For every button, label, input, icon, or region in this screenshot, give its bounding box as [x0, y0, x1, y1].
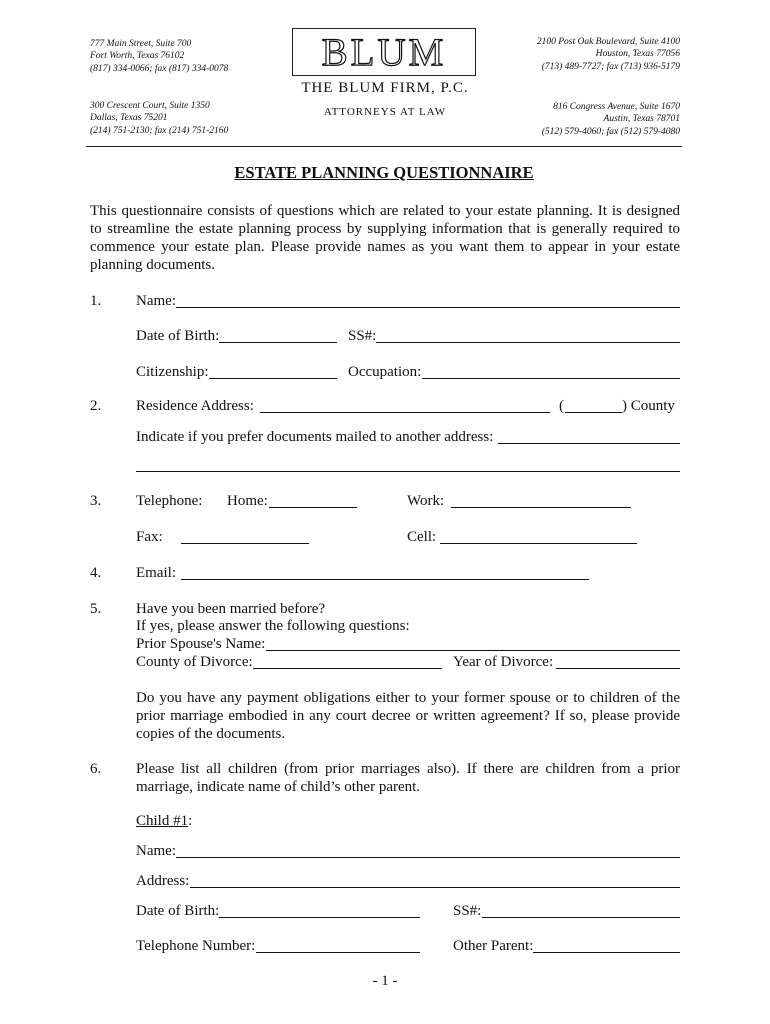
telephone-label: Telephone:: [136, 493, 203, 509]
citizenship-field[interactable]: [209, 378, 337, 379]
county-divorce-label: County of Divorce:: [136, 654, 253, 670]
fort-worth-office-address: [90, 38, 228, 75]
fax-field[interactable]: [181, 543, 309, 544]
year-divorce-field[interactable]: [556, 668, 680, 669]
prior-spouse-field[interactable]: [266, 650, 680, 651]
payment-obligations-question: [136, 689, 680, 743]
name-field[interactable]: [176, 307, 680, 308]
county-divorce-field[interactable]: [253, 668, 442, 669]
child-dob-field[interactable]: [219, 917, 420, 918]
children-instruction: [136, 760, 680, 796]
county-open-paren: (: [559, 398, 564, 414]
county-label: ) County: [622, 398, 675, 414]
county-field[interactable]: [565, 412, 622, 413]
address-line: Austin, Texas 78701: [603, 114, 680, 125]
intro-paragraph: [90, 202, 680, 274]
intro-line: planning documents.: [90, 257, 215, 273]
if-yes-instruction: If yes, please answer the following questions:: [136, 618, 410, 634]
paragraph-line: prior marriage embodied in any court decree or written agreement? If so, please provide: [136, 708, 680, 724]
prior-spouse-label: Prior Spouse's Name:: [136, 636, 266, 652]
child-1-heading: [136, 812, 192, 830]
logo-text: BLUM: [321, 31, 447, 74]
work-phone-label: Work:: [407, 493, 445, 509]
question-number: 1.: [90, 293, 102, 309]
residence-label: Residence Address:: [136, 398, 254, 414]
occupation-label: Occupation:: [348, 364, 422, 380]
name-label: Name:: [136, 293, 176, 309]
occupation-field[interactable]: [422, 378, 680, 379]
child-address-field[interactable]: [190, 887, 680, 888]
address-line: 816 Congress Avenue, Suite 1670: [553, 102, 680, 112]
mail-preference-label: Indicate if you prefer documents mailed to another address:: [136, 429, 494, 445]
child-dob-label: Date of Birth:: [136, 903, 220, 919]
child-telephone-label: Telephone Number:: [136, 938, 256, 954]
paragraph-line: Please list all children (from prior marriages also). If there are children from a prior: [136, 761, 680, 777]
mailing-address-field-2[interactable]: [136, 471, 680, 472]
year-divorce-label: Year of Divorce:: [453, 654, 554, 670]
intro-line: This questionnaire consists of questions which are related to your estate planning. It is designed: [90, 203, 680, 219]
address-line: (512) 579-4060; fax (512) 579-4080: [541, 126, 680, 137]
cell-label: Cell:: [407, 529, 437, 545]
houston-office-address: [537, 36, 680, 73]
page-number: - 1 -: [372, 973, 398, 989]
work-phone-field[interactable]: [451, 507, 631, 508]
dob-field[interactable]: [219, 342, 337, 343]
home-phone-label: Home:: [227, 493, 268, 509]
married-question: Have you been married before?: [136, 601, 326, 617]
ss-label: SS#:: [348, 328, 377, 344]
firm-logo: [292, 28, 476, 76]
paragraph-line: copies of the documents.: [136, 726, 286, 742]
cell-field[interactable]: [440, 543, 637, 544]
address-line: 2100 Post Oak Boulevard, Suite 4100: [536, 37, 680, 47]
address-line: Houston, Texas 77056: [595, 49, 680, 60]
child-name-label: Name:: [136, 843, 176, 859]
question-number: 2.: [90, 398, 102, 414]
intro-line: commence your estate plan. Please provide names as you want them to appear in your estate: [90, 239, 680, 255]
citizenship-label: Citizenship:: [136, 364, 209, 380]
email-field[interactable]: [181, 579, 589, 580]
address-line: (214) 751-2130; fax (214) 751-2160: [90, 125, 229, 136]
question-number: 3.: [90, 493, 102, 509]
header-divider: [86, 146, 682, 147]
mailing-address-field[interactable]: [498, 443, 680, 444]
other-parent-label: Other Parent:: [453, 938, 534, 954]
firm-name: THE BLUM FIRM, P.C.: [301, 80, 469, 96]
residence-field[interactable]: [260, 412, 550, 413]
firm-tagline: ATTORNEYS AT LAW: [323, 106, 447, 118]
email-label: Email:: [136, 565, 176, 581]
child-address-label: Address:: [136, 873, 190, 889]
paragraph-line: Do you have any payment obligations either to your former spouse or to children of the: [136, 690, 680, 706]
address-line: (713) 489-7727; fax (713) 936-5179: [541, 61, 680, 72]
fax-label: Fax:: [136, 529, 163, 545]
question-number: 4.: [90, 565, 102, 581]
address-line: Dallas, Texas 75201: [90, 113, 168, 124]
home-phone-field[interactable]: [269, 507, 357, 508]
child-telephone-field[interactable]: [256, 952, 420, 953]
address-line: Fort Worth, Texas 76102: [90, 51, 185, 62]
child-ss-label: SS#:: [453, 903, 482, 919]
address-line: 777 Main Street, Suite 700: [90, 39, 192, 49]
address-line: 300 Crescent Court, Suite 1350: [90, 101, 210, 111]
child-name-field[interactable]: [176, 857, 680, 858]
dallas-office-address: [90, 100, 228, 137]
child-1-colon: :: [188, 813, 193, 829]
child-ss-field[interactable]: [482, 917, 680, 918]
austin-office-address: [542, 101, 680, 138]
child-1-label: Child #1: [136, 813, 189, 829]
ss-field[interactable]: [376, 342, 680, 343]
paragraph-line: marriage, indicate name of child’s other parent.: [136, 779, 421, 795]
other-parent-field[interactable]: [533, 952, 680, 953]
dob-label: Date of Birth:: [136, 328, 220, 344]
question-number: 5.: [90, 601, 102, 617]
intro-line: to streamline the estate planning process by supplying information that is generally required to: [90, 221, 680, 237]
page-title: ESTATE PLANNING QUESTIONNAIRE: [234, 163, 534, 182]
address-line: (817) 334-0066; fax (817) 334-0078: [90, 63, 229, 74]
question-number: 6.: [90, 761, 102, 777]
